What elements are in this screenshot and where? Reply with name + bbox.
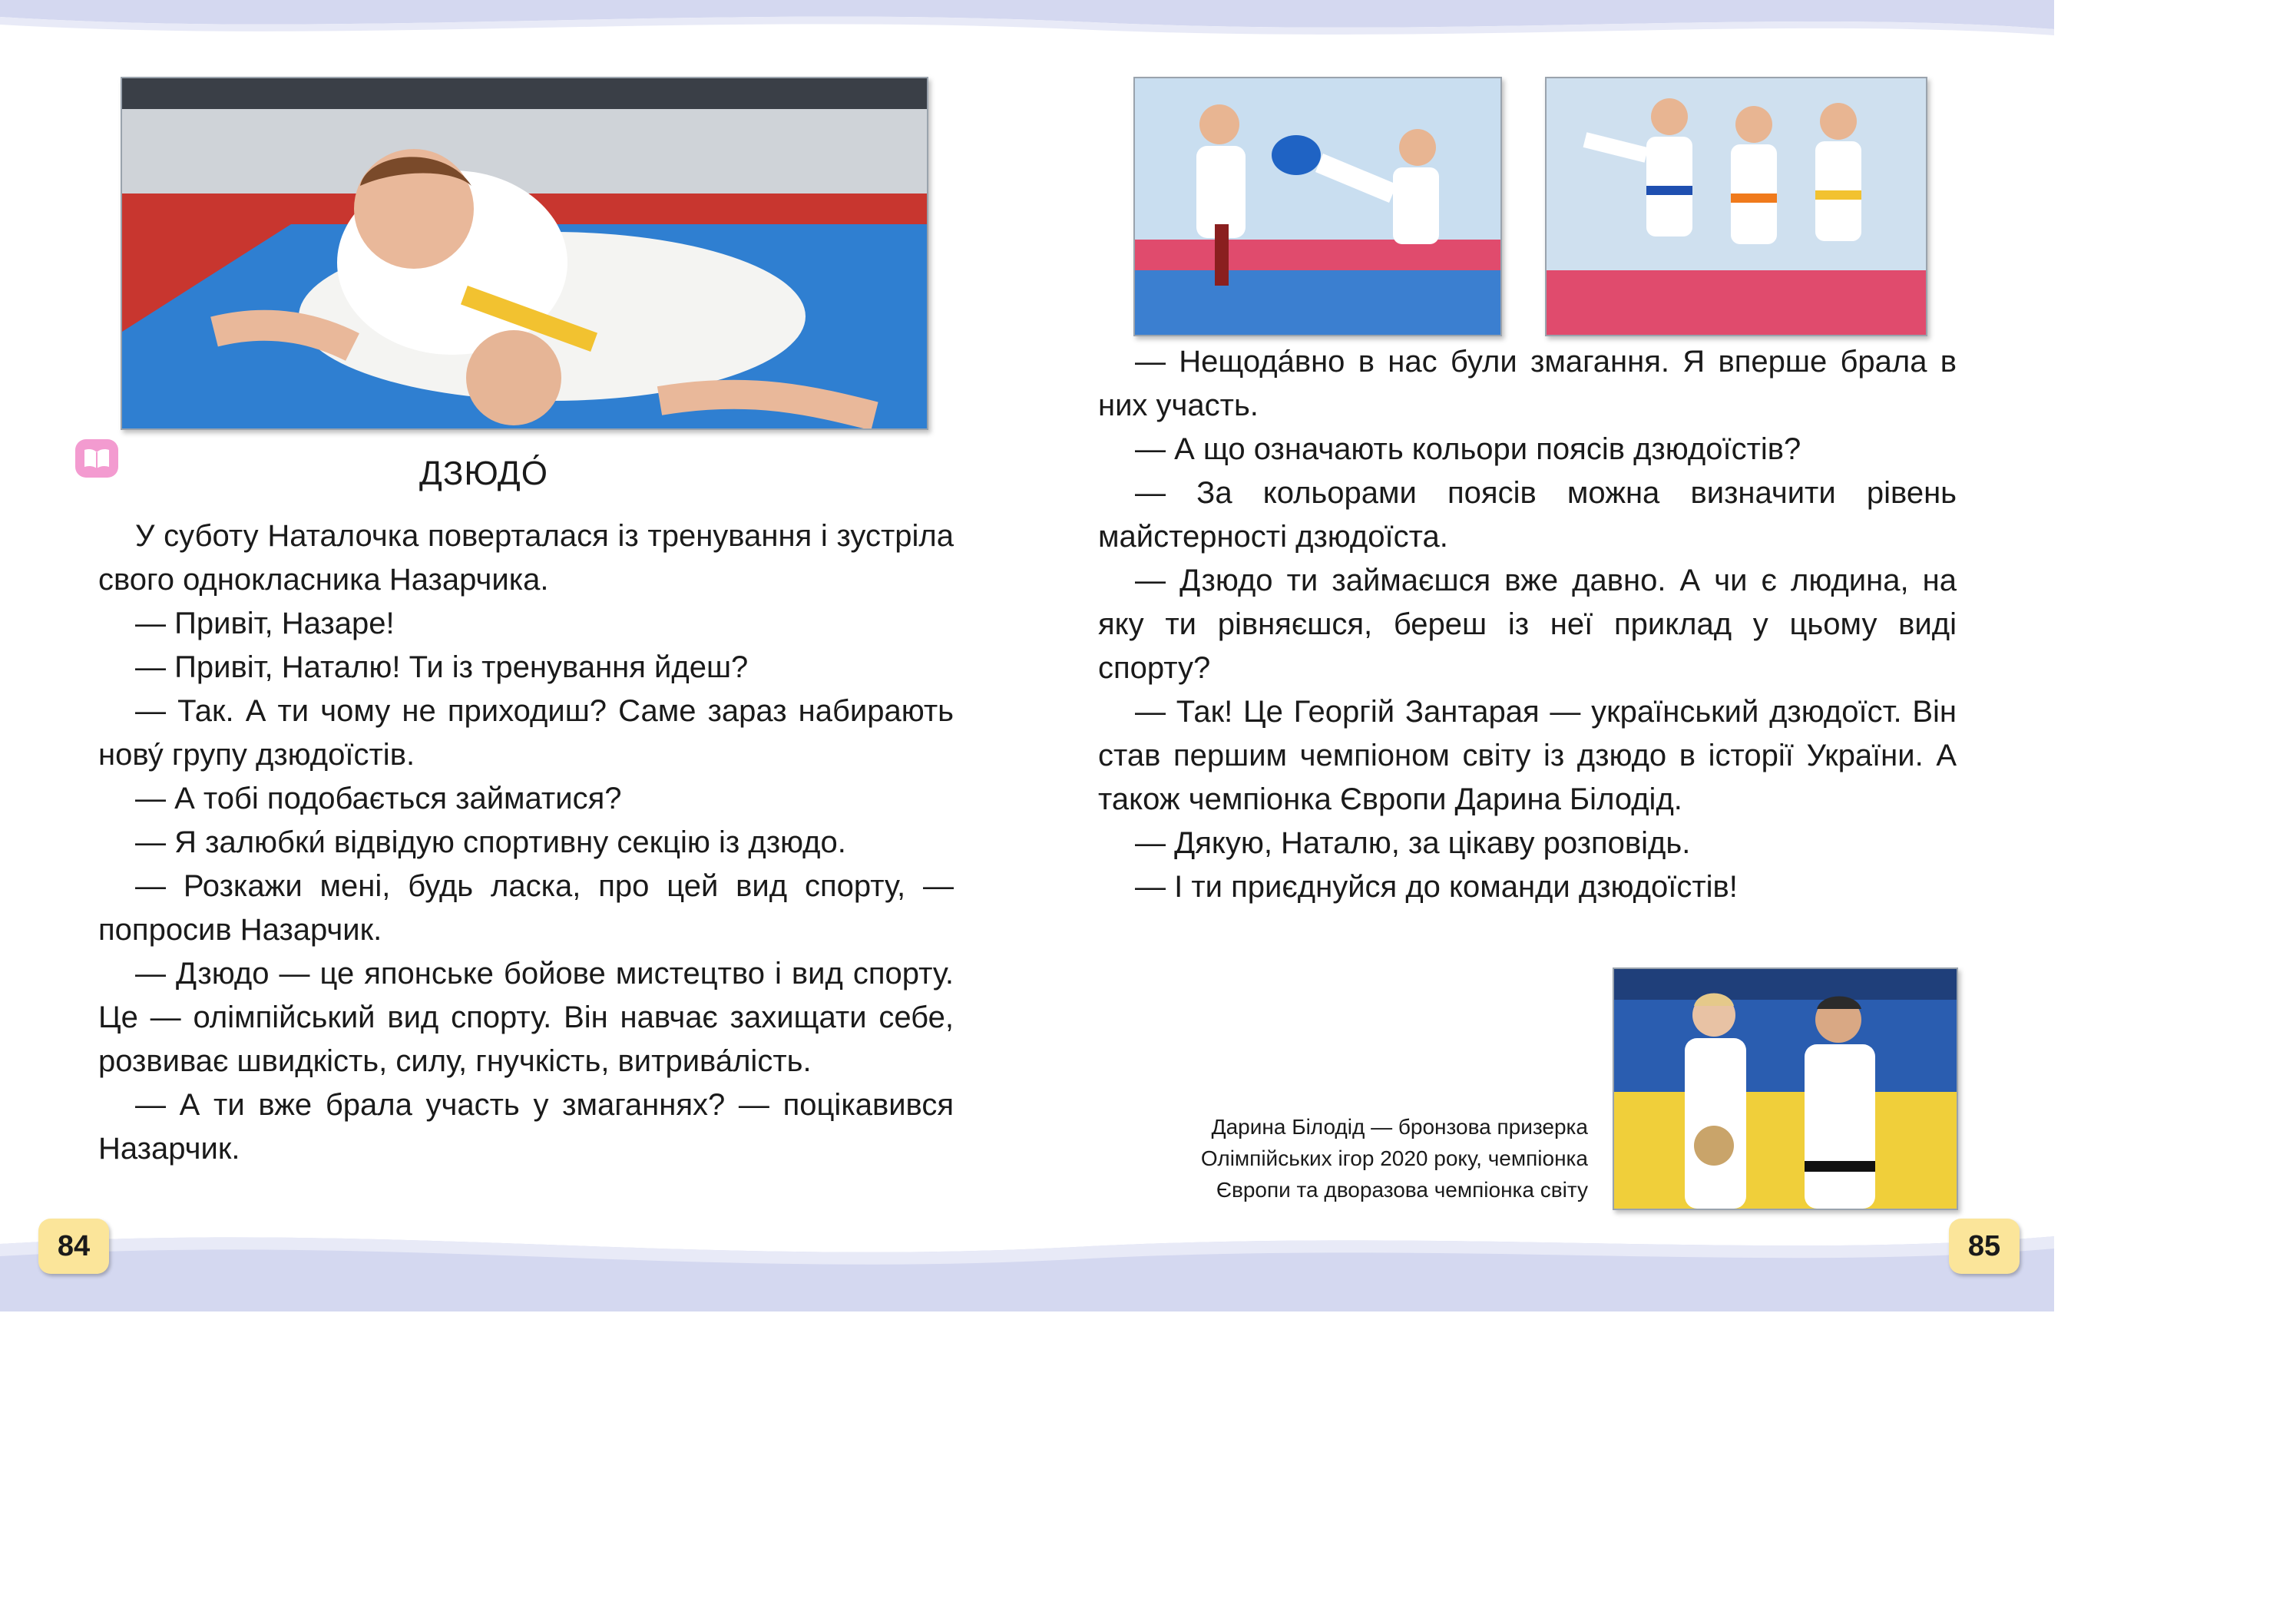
paragraph: — І ти приєднуйся до команди дзюдоїстів! (1135, 870, 1738, 904)
paragraph: — Дякую, Наталю, за цікаву розповідь. (1135, 826, 1691, 860)
caption-line: Дарина Білодід — бронзова призерка (1211, 1115, 1588, 1139)
right-text-column (1098, 340, 1957, 909)
paragraph: — Розкажи мені, будь ласка, про цей вид спорту, — попросив Назарчик. (98, 869, 954, 947)
page-number-right: 85 (1949, 1219, 2020, 1274)
page-number-left: 84 (38, 1219, 109, 1274)
karate-kids-photo (1545, 77, 1927, 336)
left-text-column (98, 514, 954, 1171)
paragraph: — Дзюдо — це японське бойове мистецтво і вид спорту. Це — олімпійський вид спорту. Він навчає захищати себе, розвиває швидкість, силу, гнучкість, витрива́лість. (98, 957, 954, 1078)
story-title: ДЗЮДО́ (419, 455, 548, 492)
kick-training-photo (1133, 77, 1502, 336)
caption-line: Європи та дворазова чемпіонка світу (1216, 1178, 1588, 1202)
bottom-wave-decoration (0, 1213, 2054, 1311)
paragraph: — Я залюбки́ відвідую спортивну секцію із дзюдо. (135, 825, 846, 859)
paragraph: У суботу Наталочка поверталася із тренування і зустріла свого однокласника Назарчика. (98, 519, 954, 597)
paragraph: — Так! Це Георгій Зантарая — український дзюдоїст. Він став першим чемпіоном світу із дзюдо в історії України. А також чемпіонка Європи Дарина Білодід. (1098, 695, 1957, 816)
paragraph: — А ти вже брала участь у змаганнях? — поцікавився Назарчик. (98, 1088, 954, 1166)
judo-kids-photo (121, 77, 928, 430)
paragraph: — А що означають кольори поясів дзюдоїстів? (1135, 432, 1801, 466)
photo-caption (1123, 1111, 1588, 1206)
paragraph: — За кольорами поясів можна визначити рівень майстерності дзюдоїста. (1098, 476, 1957, 554)
paragraph: — Привіт, Наталю! Ти із тренування йдеш? (135, 650, 749, 684)
book-icon (75, 439, 118, 478)
paragraph: — А тобі подобається займатися? (135, 782, 622, 815)
top-wave-decoration (0, 0, 2054, 54)
paragraph: — Привіт, Назаре! (135, 607, 395, 640)
paragraph: — Нещода́вно в нас були змагання. Я вперше брала в них участь. (1098, 345, 1957, 422)
caption-line: Олімпійських ігор 2020 року, чемпіонка (1200, 1146, 1588, 1170)
paragraph: — Дзюдо ти займаєшся вже давно. А чи є людина, на яку ти рівняєшся, береш із неї приклад у цьому виді спорту? (1098, 564, 1957, 685)
paragraph: — Так. А ти чому не приходиш? Саме зараз набирають нову́ групу дзюдоїстів. (98, 694, 954, 772)
champions-photo (1613, 967, 1958, 1210)
